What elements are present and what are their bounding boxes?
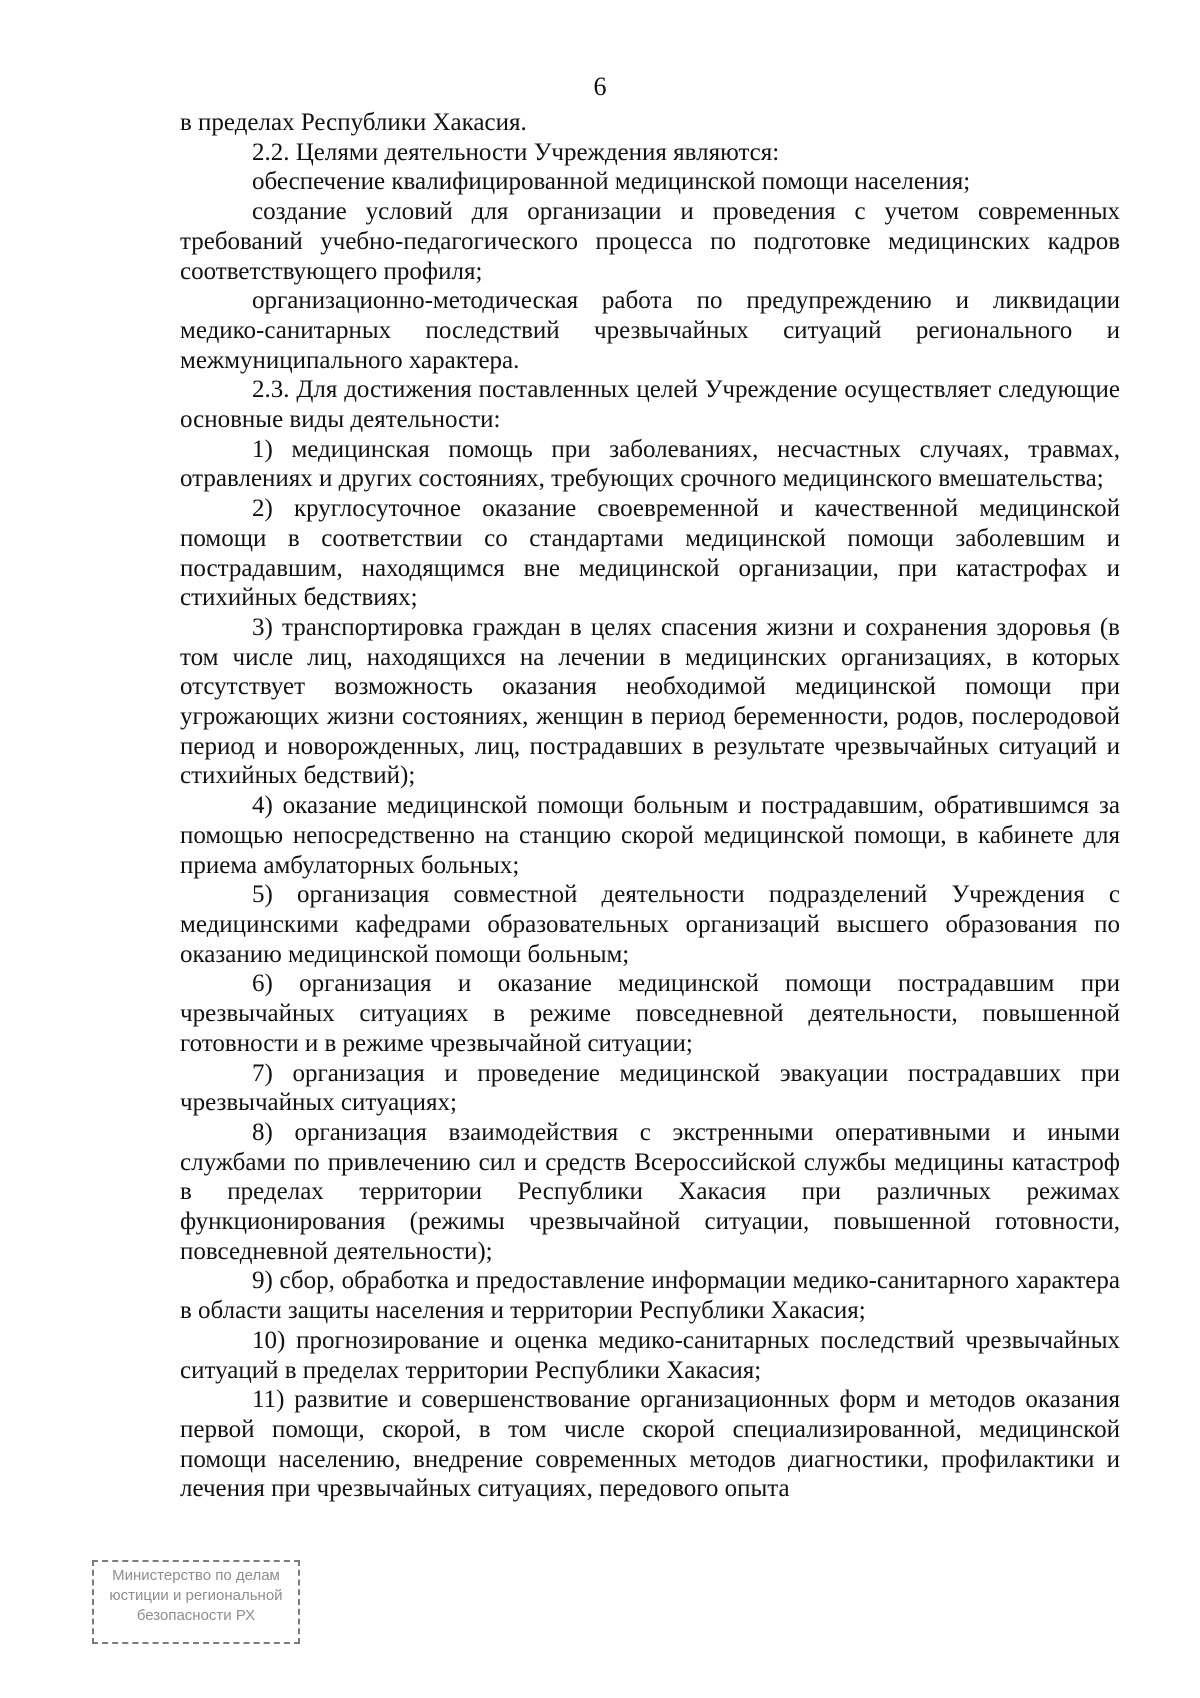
paragraph-goal-3: организационно-методическая работа по предупреждению и ликвидации медико-санитарных последствий чрезвычайных ситуаций регионального и межмуниципального характера. xyxy=(180,287,1120,374)
paragraph-2-3: 2.3. Для достижения поставленных целей Учреждение осуществляет следующие основные виды деятельности: xyxy=(180,376,1120,434)
paragraph-goal-1: обеспечение квалифицированной медицинской помощи населения; xyxy=(252,168,971,196)
list-item-4: 4) оказание медицинской помощи больным и пострадавшим, обратившимся за помощью непосредственно на станцию скорой медицинской помощи, в кабинете для приема амбулаторных больных; xyxy=(180,792,1120,879)
stamp-line-2: юстиции и региональной xyxy=(109,1587,283,1604)
list-item-5: 5) организация совместной деятельности подразделений Учреждения с медицинскими кафедрами образовательных организаций высшего образования по оказанию медицинской помощи больным; xyxy=(180,881,1120,968)
list-item-9: 9) сбор, обработка и предоставление информации медико-санитарного характера в области защиты населения и территории Республики Хакасия; xyxy=(180,1267,1120,1325)
list-item-8: 8) организация взаимодействия с экстренными оперативными и иными службами по привлечению сил и средств Всероссийской службы медицины катастроф в пределах территории Республики Хакасия при различных режимах функционирования (режимы чрезвычайной ситуации, повышенной готовности, повседневной деятельности); xyxy=(180,1118,1120,1265)
paragraph-2-2: 2.2. Целями деятельности Учреждения являются: xyxy=(252,138,780,166)
registration-stamp xyxy=(92,1560,300,1644)
document-body xyxy=(180,108,1120,1504)
list-item-1: 1) медицинская помощь при заболеваниях, несчастных случаях, травмах, отравлениях и других состояниях, требующих срочного медицинского вмешательства; xyxy=(180,435,1120,493)
stamp-line-3: безопасности РХ xyxy=(136,1607,256,1624)
list-item-10: 10) прогнозирование и оценка медико-санитарных последствий чрезвычайных ситуаций в пределах территории Республики Хакасия; xyxy=(180,1326,1120,1384)
stamp-line-1: Министерство по делам xyxy=(112,1567,280,1584)
list-item-7: 7) организация и проведение медицинской эвакуации пострадавших при чрезвычайных ситуациях; xyxy=(180,1059,1120,1117)
paragraph-continuation: в пределах Республики Хакасия. xyxy=(180,109,527,136)
list-item-11: 11) развитие и совершенствование организационных форм и методов оказания первой помощи, скорой, в том числе скорой специализированной, медицинской помощи населению, внедрение современных методов диагностики, профилактики и лечения при чрезвычайных ситуациях, передового опыта xyxy=(180,1386,1120,1503)
list-item-3: 3) транспортировка граждан в целях спасения жизни и сохранения здоровья (в том числе лиц, находящихся на лечении в медицинских организациях, в которых отсутствует возможность оказания необходимой медицинской помощи при угрожающих жизни состояниях, женщин в период беременности, родов, послеродовой период и новорожденных, лиц, пострадавших в результате чрезвычайных ситуаций и стихийных бедствий); xyxy=(180,613,1120,790)
list-item-2: 2) круглосуточное оказание своевременной и качественной медицинской помощи в соответствии со стандартами медицинской помощи заболевшим и пострадавшим, находящимся вне медицинской организации, при катастрофах и стихийных бедствиях; xyxy=(180,495,1120,612)
list-item-6: 6) организация и оказание медицинской помощи пострадавшим при чрезвычайных ситуациях в режиме повседневной деятельности, повышенной готовности и в режиме чрезвычайной ситуации; xyxy=(180,970,1120,1057)
page-number: 6 xyxy=(593,72,607,101)
paragraph-goal-2: создание условий для организации и проведения с учетом современных требований учебно-педагогического процесса по подготовке медицинских кадров соответствующего профиля; xyxy=(180,198,1120,285)
